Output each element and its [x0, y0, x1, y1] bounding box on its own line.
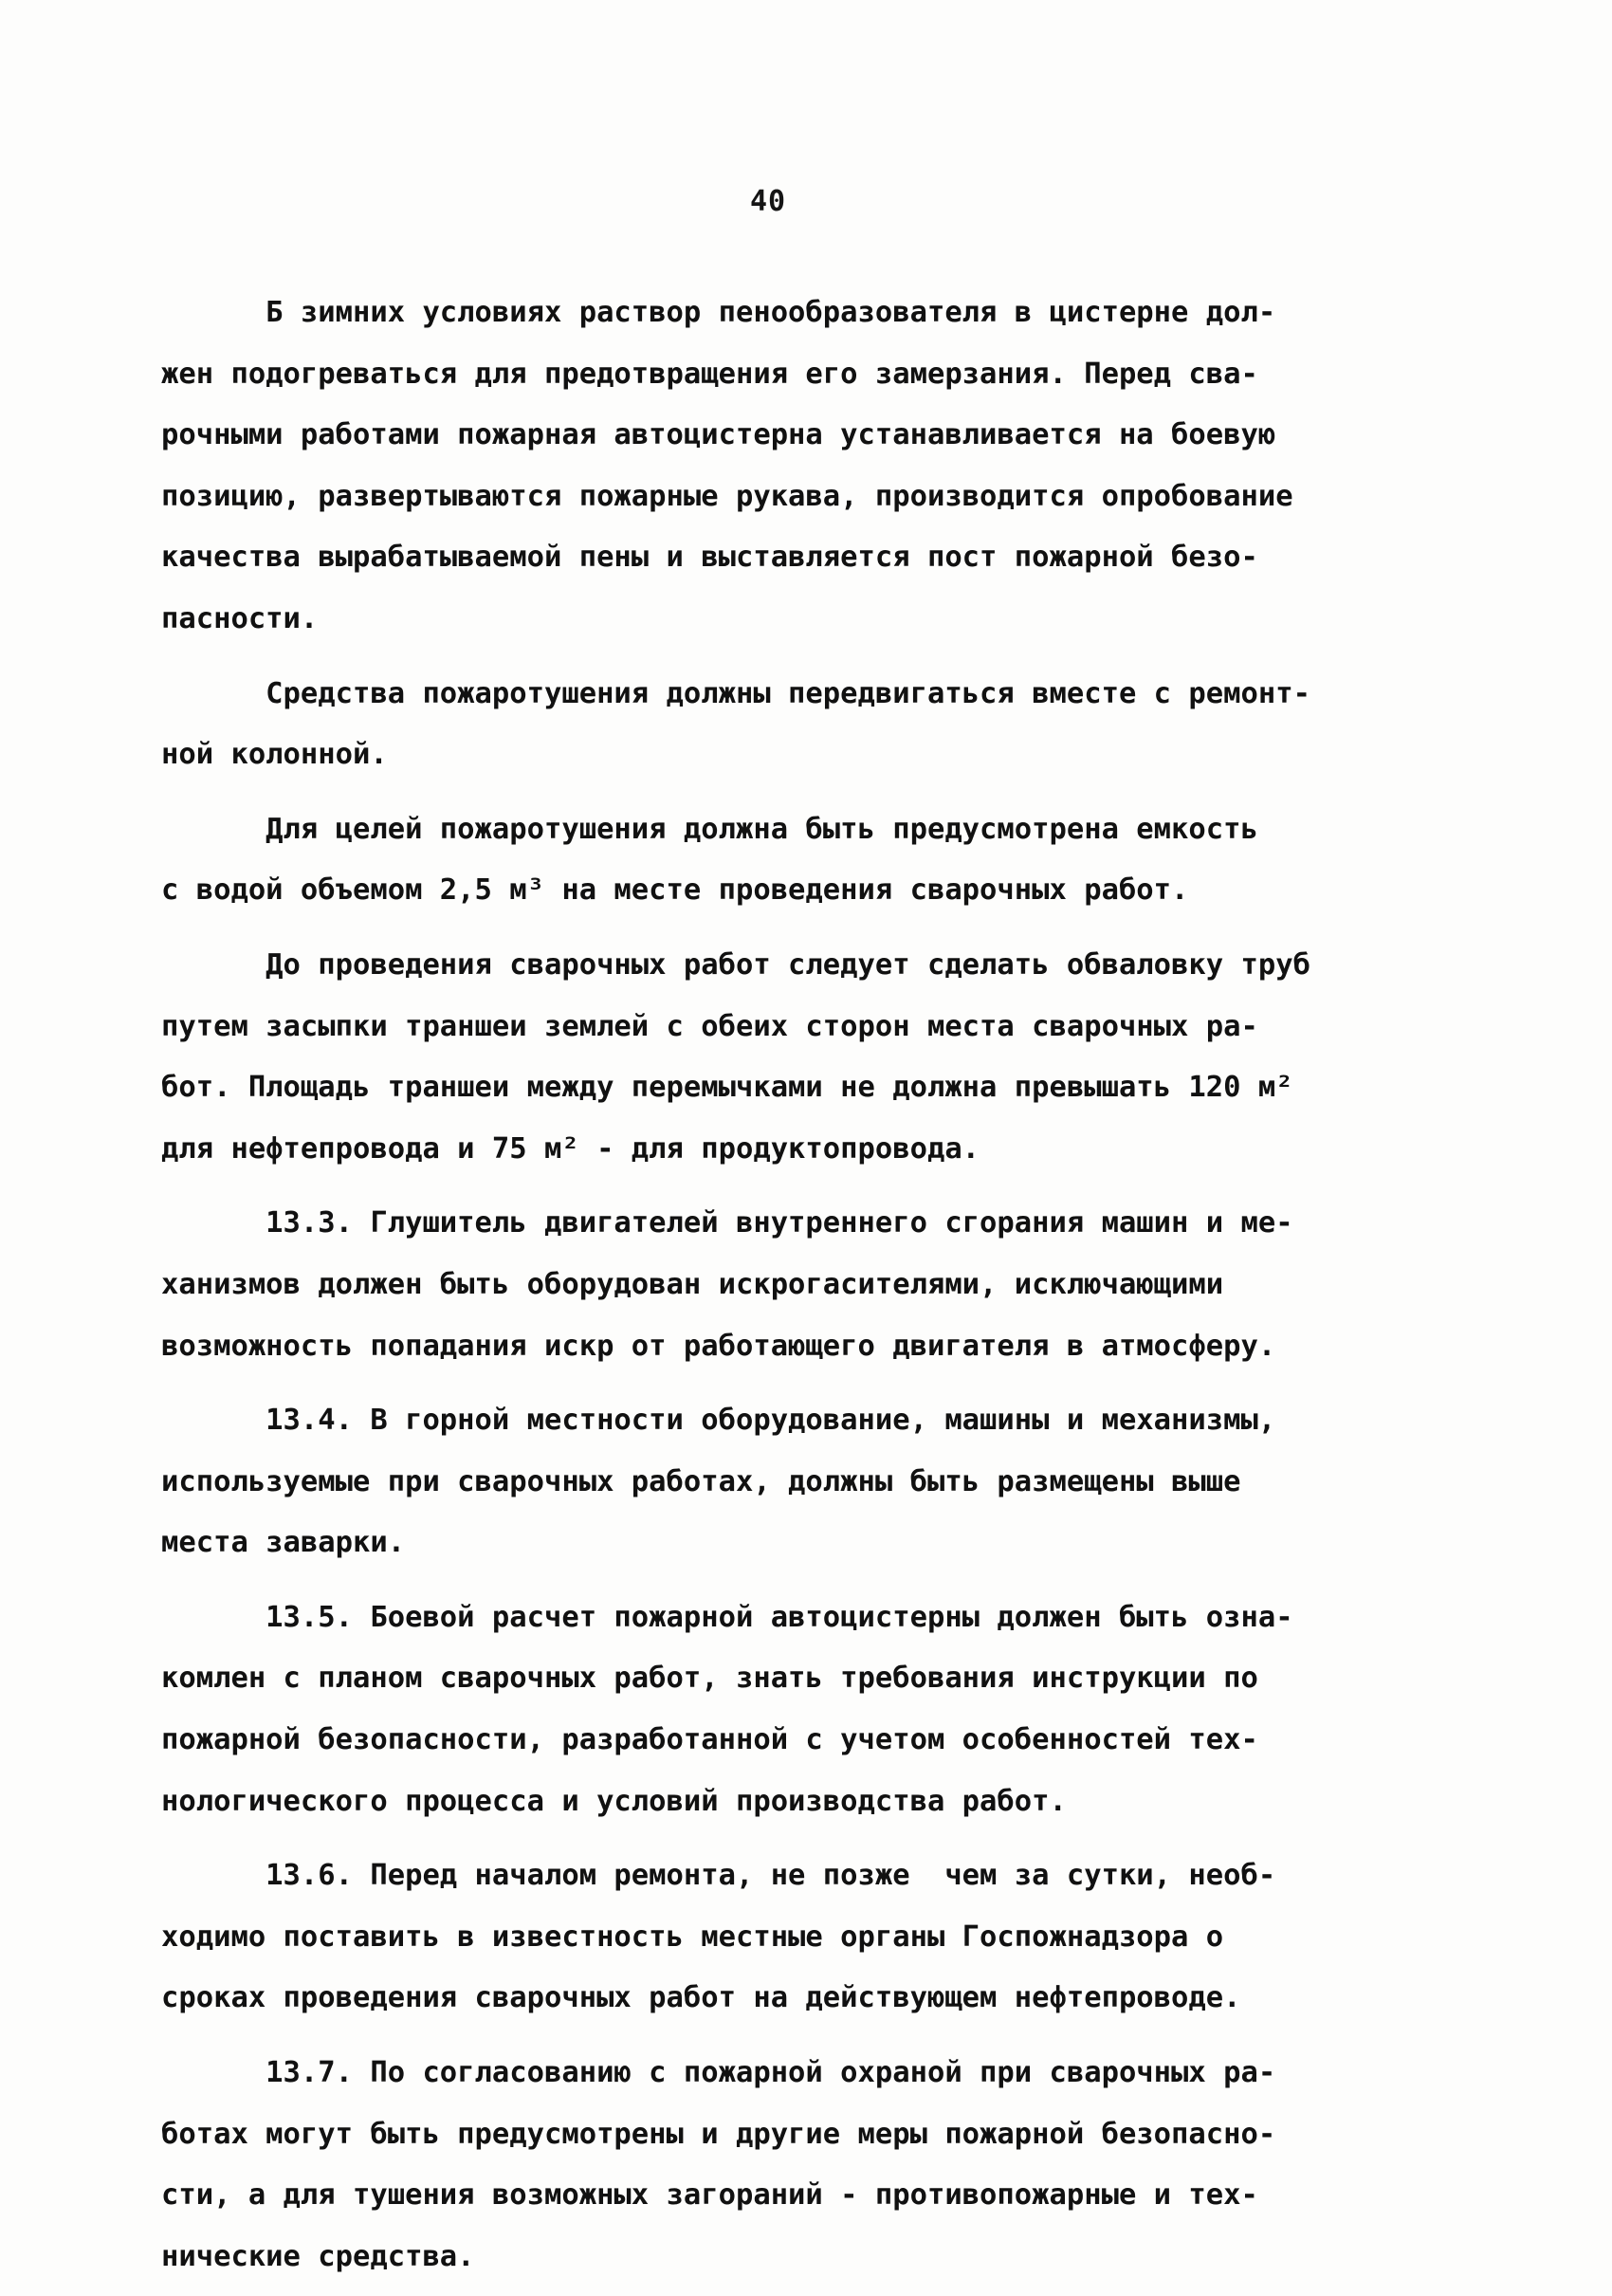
paragraph-13-5 [161, 1588, 1422, 1832]
text-line: 13.7. По согласованию с пожарной охраной при сварочных ра- [161, 2056, 1276, 2090]
document-body [161, 283, 1422, 2287]
text-line: 13.5. Боевой расчет пожарной автоцистерны должен быть озна- [161, 1600, 1293, 1634]
text-line: путем засыпки траншеи землей с обеих сторон места сварочных ра- [161, 1009, 1258, 1043]
text-line: для нефтепровода и 75 м² - для продуктопровода. [161, 1131, 980, 1166]
text-line: пасности. [161, 601, 319, 635]
text-line: 13.6. Перед началом ремонта, не позже чем за сутки, необ- [161, 1859, 1276, 1893]
paragraph-trench-embankment [161, 935, 1422, 1180]
text-line: Б зимних условиях раствор пенообразователя в цистерне дол- [161, 296, 1276, 329]
page-number: 40 [749, 185, 787, 218]
paragraph-13-6 [161, 1846, 1422, 2030]
text-line: с водой объемом 2,5 м³ на месте проведения сварочных работ. [161, 873, 1189, 908]
paragraph-water-tank [161, 799, 1422, 922]
text-line: бот. Площадь траншеи между перемычками не должна превышать 120 м² [161, 1071, 1293, 1105]
text-line: позицию, развертываются пожарные рукава, производится опробование [161, 479, 1293, 513]
text-line: сроках проведения сварочных работ на действующем нефтепроводе. [161, 1981, 1241, 2015]
text-line: места заварки. [161, 1526, 406, 1560]
text-line: нологического процесса и условий производства работ. [161, 1784, 1067, 1818]
text-line: ханизмов должен быть оборудован искрогасителями, исключающими [161, 1267, 1224, 1301]
paragraph-13-7 [161, 2043, 1422, 2287]
text-line: сти, а для тушения возможных загораний - противопожарные и тех- [161, 2178, 1258, 2213]
text-line: 13.4. В горной местности оборудование, машины и механизмы, [161, 1404, 1276, 1438]
paragraph-13-3 [161, 1193, 1422, 1377]
text-line: Средства пожаротушения должны передвигаться вместе с ремонт- [161, 676, 1310, 710]
text-line: жен подогреваться для предотвращения его замерзания. Перед сва- [161, 357, 1258, 391]
text-line: До проведения сварочных работ следует сделать обваловку труб [161, 947, 1310, 982]
paragraph-fire-equipment [161, 664, 1422, 786]
text-line: Для целей пожаротушения должна быть предусмотрена емкость [161, 812, 1258, 846]
text-line: ботах могут быть предусмотрены и другие меры пожарной безопасно- [161, 2117, 1276, 2151]
text-line: пожарной безопасности, разработанной с учетом особенностей тех- [161, 1723, 1258, 1757]
text-line: ходимо поставить в известность местные органы Госпожнадзора о [161, 1919, 1224, 1954]
paragraph-13-4 [161, 1390, 1422, 1574]
text-line: комлен с планом сварочных работ, знать требования инструкции по [161, 1662, 1258, 1696]
text-line: рочными работами пожарная автоцистерна устанавливается на боевую [161, 418, 1276, 452]
text-line: 13.3. Глушитель двигателей внутреннего сгорания машин и ме- [161, 1206, 1293, 1240]
paragraph-winter-conditions [161, 283, 1422, 651]
text-line: ной колонной. [161, 738, 388, 772]
text-line: качества вырабатываемой пены и выставляется пост пожарной безо- [161, 541, 1258, 575]
text-line: нические средства. [161, 2239, 475, 2273]
text-line: используемые при сварочных работах, должны быть размещены выше [161, 1464, 1241, 1498]
text-line: возможность попадания искр от работающего двигателя в атмосферу. [161, 1329, 1276, 1363]
